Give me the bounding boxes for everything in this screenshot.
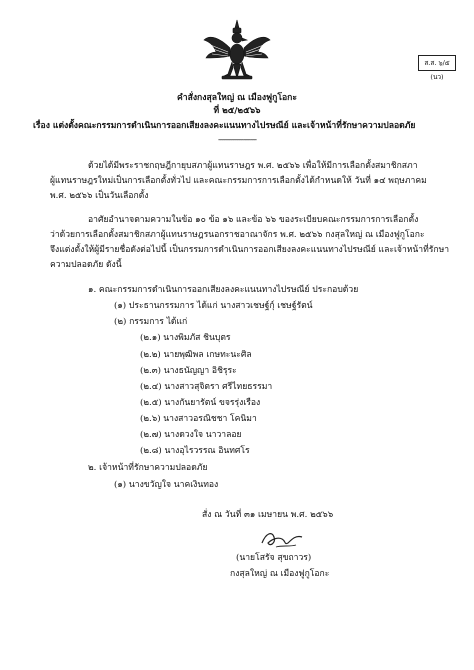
member-item: (๒.๑) นางพิมภัส ชินบุตร	[140, 333, 231, 343]
member-item: (๒.๒) นายพุฒิพล เกษทะนะศิล	[140, 350, 252, 360]
paragraph-2-line-3: จึงแต่งตั้งให้ผู้มีรายชื่อดังต่อไปนี้ เป็นกรรมการดำเนินการออกเสียงลงคะแนนทางไปรษณีย์ และเจ้าหน้าที่รักษา	[50, 245, 450, 255]
member-item: (๒.๖) นางสาวอรณิชชา โคนิมา	[140, 414, 257, 424]
form-code-box	[418, 55, 456, 81]
member-item: (๒.๗) นางดวงใจ นาวาลอย	[140, 430, 242, 440]
member-item: (๒.๘) นางอุไรวรรณ อินทศโร	[140, 446, 250, 456]
paragraph-2-line-2: ว่าด้วยการเลือกตั้งสมาชิกสภาผู้แทนราษฎรนอกราชอาณาจักร พ.ศ. ๒๕๖๖ กงสุลใหญ่ ณ เมืองฟูกูโอกะ	[50, 230, 425, 240]
section-1-title: ๑. คณะกรรมการดำเนินการออกเสียงลงคะแนนทางไปรษณีย์ ประกอบด้วย	[88, 285, 359, 295]
section-2-title: ๒. เจ้าหน้าที่รักษาความปลอดภัย	[88, 463, 208, 473]
paragraph-1-line-2: ผู้แทนราษฎรใหม่เป็นการเลือกตั้งทั่วไป และคณะกรรมการการเลือกตั้งได้กำหนดให้ วันที่ ๑๔ พฤษภาคม	[50, 176, 427, 186]
paragraph-1-line-1: ด้วยได้มีพระราชกฤษฎีกายุบสภาผู้แทนราษฎร พ.ศ. ๒๕๖๖ เพื่อให้มีการเลือกตั้งสมาชิกสภา	[88, 161, 418, 171]
form-code: ส.ส. ๖/๕ (นว)	[424, 59, 450, 81]
paragraph-2-line-1: อาศัยอำนาจตามความในข้อ ๑๐ ข้อ ๑๖ และข้อ ๖๖ ของระเบียบคณะกรรมการการเลือกตั้ง	[88, 215, 419, 225]
committee-chair: (๑) ประธานกรรมการ ได้แก่ นางสาวเชษฐ์กุ์ เชษฐ์รัตน์	[114, 301, 313, 311]
security-officer: (๑) นางขวัญใจ นาคเงินทอง	[114, 480, 219, 490]
order-subject: เรื่อง แต่งตั้งคณะกรรมการดำเนินการออกเสียงลงคะแนนทางไปรษณีย์ และเจ้าหน้าที่รักษาความปลอดภัย	[33, 121, 416, 131]
order-issuer: คำสั่งกงสุลใหญ่ ณ เมืองฟูกูโอกะ	[177, 93, 297, 103]
signer-name: (นายโสรัจ สุขถาวร)	[236, 553, 312, 563]
member-item: (๒.๓) นางธนัญญา อิชิรุระ	[140, 366, 237, 376]
header-separator: --------------------	[217, 135, 257, 145]
member-item: (๒.๕) นางกันยารัตน์ ขจรรุ่งเรือง	[140, 398, 261, 408]
committee-members-title: (๒) กรรมการ ได้แก่	[114, 317, 188, 327]
paragraph-1-line-3: พ.ศ. ๒๕๖๖ เป็นวันเลือกตั้ง	[50, 191, 149, 201]
member-item: (๒.๔) นางสาวสุจิตรา ศรีไทยธรรมา	[140, 382, 273, 392]
garuda-emblem	[200, 18, 274, 86]
handwritten-signature	[258, 525, 308, 553]
order-number: ที่ ๒๕/๒๕๖๖	[213, 106, 261, 116]
paragraph-2-line-4: ความปลอดภัย ดังนี้	[50, 260, 122, 270]
signer-title: กงสุลใหญ่ ณ เมืองฟูกูโอกะ	[230, 569, 330, 579]
order-date: สั่ง ณ วันที่ ๓๑ เมษายน พ.ศ. ๒๕๖๖	[202, 510, 334, 520]
